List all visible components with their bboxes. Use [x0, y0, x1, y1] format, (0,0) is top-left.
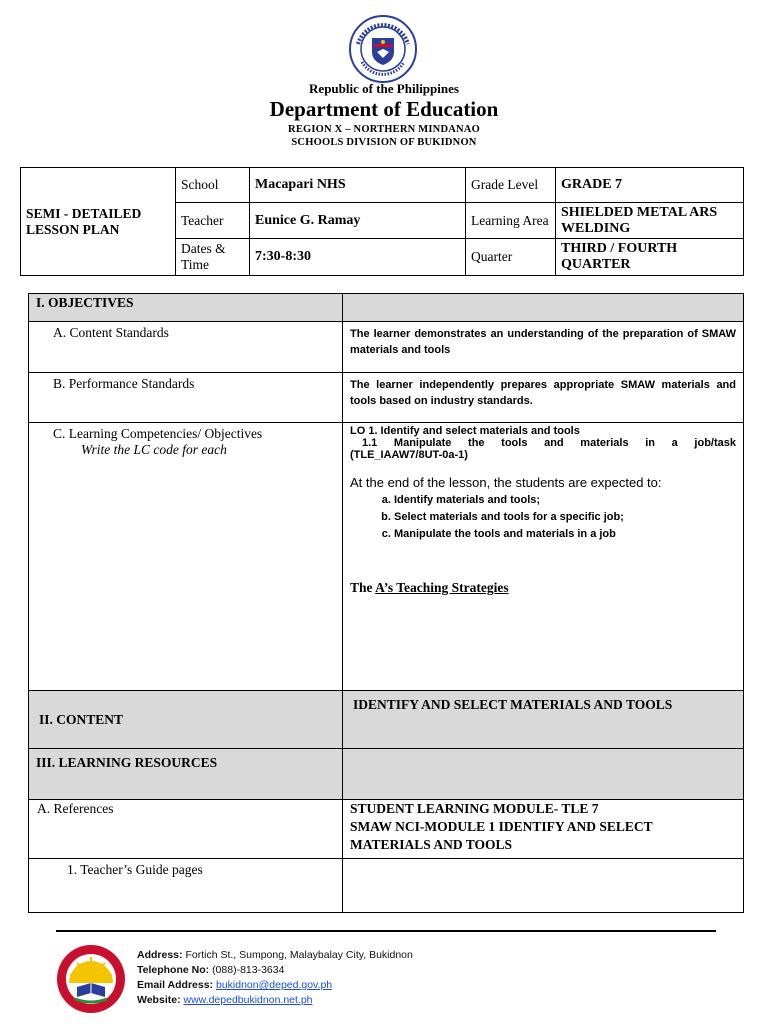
teachers-guide-label: 1. Teacher’s Guide pages [29, 859, 343, 913]
performance-standards-value: The learner independently prepares appropriate SMAW materials and tools based on industry standards. [343, 373, 744, 423]
footer-contact-block [137, 948, 413, 1008]
lesson-plan-table [28, 293, 744, 913]
school-label: School [176, 168, 250, 203]
address-line: Address: Fortich St., Sumpong, Malaybalay City, Bukidnon [137, 949, 413, 961]
plan-type-cell: SEMI - DETAILED LESSON PLAN [21, 168, 176, 276]
learning-area-label: Learning Area [466, 203, 556, 239]
region-heading: REGION X – NORTHERN MINDANAO [288, 124, 480, 135]
learning-competencies-value [343, 423, 744, 691]
content-standards-label: A. Content Standards [29, 322, 343, 373]
learning-resources-empty-cell [343, 749, 744, 800]
lc-code: (TLE_IAAW7/8UT-0a-1) [350, 449, 468, 461]
list-item: a. Identify materials and tools; [394, 492, 736, 509]
strategy-title: A’s Teaching Strategies [375, 580, 509, 595]
website-link[interactable]: www.depedbukidnon.net.ph [183, 994, 313, 1006]
references-label: A. References [29, 800, 343, 859]
email-link[interactable]: bukidnon@deped.gov.ph [215, 979, 333, 991]
references-line-2: SMAW NCI-MODULE 1 IDENTIFY AND SELECT MATERIALS AND TOOLS [350, 819, 653, 852]
department-title: Department of Education [269, 97, 499, 121]
grade-value: GRADE 7 [556, 168, 744, 203]
email-line: Email Address: bukidnon@deped.gov.ph [137, 979, 333, 991]
content-heading: II. CONTENT [29, 691, 343, 749]
dates-value: 7:30-8:30 [250, 239, 466, 276]
division-heading: SCHOOLS DIVISION OF BUKIDNON [291, 137, 477, 148]
content-standards-value: The learner demonstrates an understanding of the preparation of SMAW materials and tools [343, 322, 744, 373]
references-value [343, 800, 744, 859]
deped-seal-logo [348, 14, 418, 84]
dates-label: Dates & Time [176, 239, 250, 276]
lesson-info-table [20, 167, 744, 276]
learning-competencies-cell [29, 423, 343, 691]
objectives-empty-cell [343, 294, 744, 322]
learning-resources-heading: III. LEARNING RESOURCES [29, 749, 343, 800]
lo-line: LO 1. Identify and select materials and tools [350, 425, 580, 437]
quarter-label: Quarter [466, 239, 556, 276]
performance-standards-label: B. Performance Standards [29, 373, 343, 423]
teachers-guide-empty-cell [343, 859, 744, 913]
quarter-value: THIRD / FOURTH QUARTER [556, 239, 744, 276]
lc-line: 1.1 Manipulate the tools and materials in a job/task [362, 437, 736, 449]
learning-area-value: SHIELDED METAL ARS WELDING [556, 203, 744, 239]
learning-competencies-label: C. Learning Competencies/ Objectives [53, 426, 263, 441]
division-logo [55, 943, 127, 1015]
objectives-heading: I. OBJECTIVES [29, 294, 343, 322]
list-item: b. Select materials and tools for a specific job; [394, 509, 736, 526]
teaching-strategy-line [350, 580, 736, 596]
objectives-list [350, 492, 736, 543]
school-value: Macapari NHS [250, 168, 466, 203]
objectives-intro: At the end of the lesson, the students are expected to: [350, 475, 662, 490]
content-value: IDENTIFY AND SELECT MATERIALS AND TOOLS [343, 691, 744, 749]
teacher-label: Teacher [176, 203, 250, 239]
strategy-prefix: The [350, 580, 376, 595]
grade-label: Grade Level [466, 168, 556, 203]
references-line-1: STUDENT LEARNING MODULE- TLE 7 [350, 801, 599, 816]
lc-code-instruction: Write the LC code for each [81, 442, 227, 457]
website-line: Website: www.depedbukidnon.net.ph [137, 994, 313, 1006]
phone-line: Telephone No: (088)-813-3634 [137, 964, 285, 976]
list-item: c. Manipulate the tools and materials in a job [394, 526, 736, 543]
footer-divider [56, 930, 716, 932]
republic-heading: Republic of the Philippines [309, 81, 459, 96]
teacher-value: Eunice G. Ramay [250, 203, 466, 239]
